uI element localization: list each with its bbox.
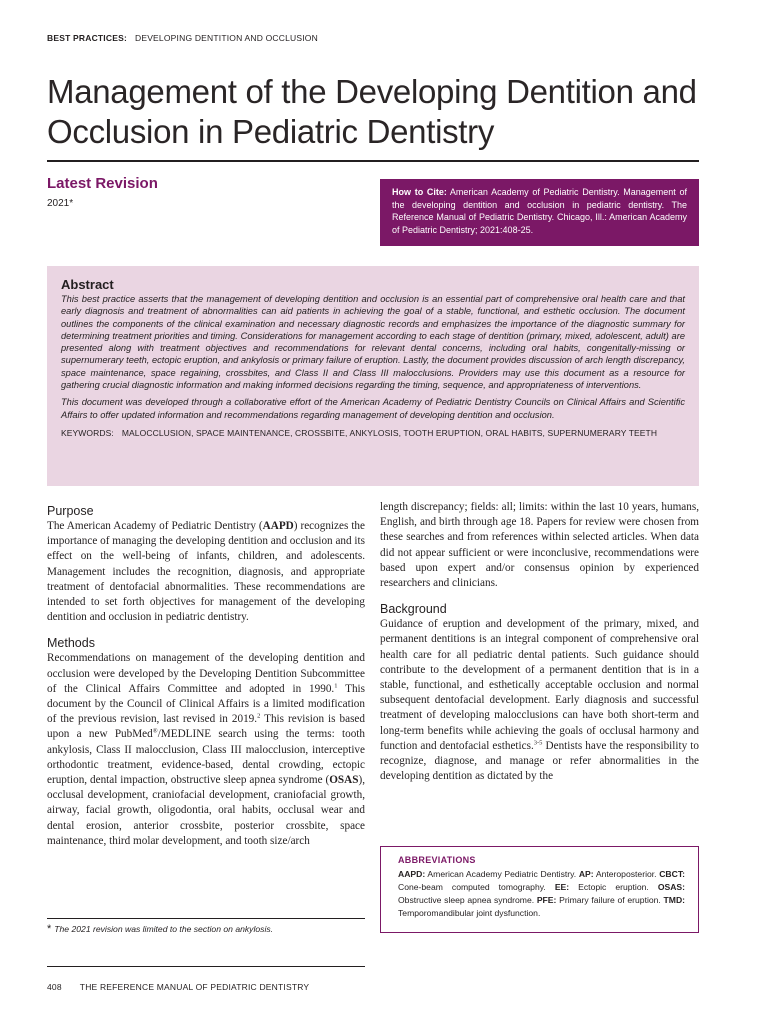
revision-heading: Latest Revision	[47, 175, 158, 192]
title-divider	[47, 160, 699, 162]
running-head	[47, 33, 318, 43]
abstract-heading: Abstract	[61, 277, 114, 292]
keywords-list: MALOCCLUSION, SPACE MAINTENANCE, CROSSBITE, ANKYLOSIS, TOOTH ERUPTION, ORAL HABITS, SUPERNUMERARY TEETH	[121, 427, 658, 438]
abbr-term: CBCT:	[659, 869, 685, 879]
reference-marker: 3-5	[533, 739, 543, 747]
how-to-cite-box	[380, 179, 699, 246]
abbr-term: AP:	[578, 869, 594, 879]
purpose-text: The American Academy of Pediatric Dentistry (	[47, 520, 263, 532]
page-title	[47, 72, 727, 152]
abstract-box	[47, 266, 699, 486]
abbr-definition: Obstructive sleep apnea syndrome.	[398, 895, 535, 905]
methods-text-1: Recommendations on management of the developing dentition and occlusion were developed by the Developing Dentition Subcommittee of the Clinical Affairs Committee and adopted in 1990.	[47, 652, 365, 695]
abbr-definition: Cone-beam computed tomography.	[398, 882, 546, 892]
abbr-definition: Anteroposterior.	[595, 869, 657, 879]
right-column	[380, 500, 699, 784]
background-heading: Background	[380, 602, 447, 617]
footnote-divider	[47, 918, 365, 919]
reference-marker: 2	[257, 712, 261, 720]
publication-name: THE REFERENCE MANUAL OF PEDIATRIC DENTISTRY	[79, 982, 310, 992]
footnote-marker: *	[47, 923, 52, 935]
abbr-definition: Primary failure of eruption.	[559, 895, 661, 905]
cite-text: American Academy of Pediatric Dentistry. Management of the developing dentition and occlusion in pediatric dentistry. The Reference Manual of Pediatric Dentistry. Chicago, Ill.: American Academy of Pediatric Dentistry; 2021:408-25.	[392, 187, 687, 235]
abbreviations-list	[398, 868, 685, 920]
title-line-2: Occlusion in Pediatric Dentistry	[47, 113, 495, 150]
purpose-paragraph	[47, 519, 365, 625]
left-column	[47, 503, 365, 849]
abbr-term: OSAS:	[657, 882, 686, 892]
purpose-heading: Purpose	[47, 504, 94, 518]
cite-label: How to Cite:	[392, 187, 447, 197]
abbr-definition: American Academy Pediatric Dentistry.	[427, 869, 577, 879]
abbr-term: EE:	[554, 882, 570, 892]
methods-continued: length discrepancy; fields: all; limits: within the last 10 years, humans, English, and birth through age 18. Papers for review were chosen from these searches and from references within selected articles. When data did not appear sufficient or were inconclusive, recommendations were based upon expert and/or consensus opinion by experienced researchers and clinicians.	[380, 501, 699, 590]
background-paragraph	[380, 617, 699, 784]
methods-text-4: /MEDLINE search using the terms: tooth ankylosis, Class II malocclusion, Class III malocclusion, interceptive orthodontic treatment, evidence-based, dental crowding, ectopic eruption, dental impaction, obstructive sleep apnea syndrome (	[47, 728, 365, 787]
keywords-label: KEYWORDS:	[61, 427, 114, 438]
abbreviations-heading: ABBREVIATIONS	[398, 855, 476, 865]
purpose-text-2: ) recognizes the importance of managing the developing dentition and occlusion and its effect on the well-being of infants, children, and adolescents. Management includes the recognition, diagnosis, and appropriate treatment of dentofacial abnormalities. These recommendations are intended to set forth objectives for management of the developing dentition and occlusion in pediatric dentistry.	[47, 520, 365, 624]
keywords	[61, 428, 685, 439]
abbr-definition: Ectopic eruption.	[578, 882, 649, 892]
purpose-abbr: AAPD	[262, 520, 294, 532]
methods-text-3: This revision is based upon a new PubMed	[47, 713, 365, 741]
revision-year: 2021*	[47, 198, 74, 209]
footnote-text: The 2021 revision was limited to the section on ankylosis.	[54, 924, 274, 934]
abbr-term: AAPD:	[398, 869, 426, 879]
section-topic: DEVELOPING DENTITION AND OCCLUSION	[134, 33, 318, 43]
background-text-1: Guidance of eruption and development of the primary, mixed, and permanent dentitions is an integral component of comprehensive oral health care for all pediatric dental patients. Such guidance should contribute to the development of a permanent dentition that is in a stable, functional, and esthetically acceptable occlusion and normal subsequent dentofacial development. Early diagnosis and successful treatment of developing malocclusions can have both short-term and long-term benefits while achieving the goals of occlusal harmony and function and dentofacial esthetics.	[380, 618, 699, 752]
abbreviations-box	[380, 846, 699, 933]
abbr-term: PFE:	[536, 895, 557, 905]
section-label: BEST PRACTICES:	[47, 33, 127, 43]
abbr-term: TMD:	[663, 895, 686, 905]
abbr-definition: Temporomandibular joint dysfunction.	[398, 908, 541, 918]
page-footer	[47, 982, 309, 992]
methods-heading: Methods	[47, 636, 95, 651]
abstract-paragraph-2: This document was developed through a collaborative effort of the American Academy of Pediatric Dentistry Councils on Clinical Affairs and Scientific Affairs to offer updated information and recommendations regarding management of developing dentition and occlusion.	[61, 397, 685, 420]
abstract-paragraph-1: This best practice asserts that the management of developing dentition and occlusion is an essential part of comprehensive oral health care and that early diagnosis and treatment of abnormalities can aid patients in achieving the goal of a stable, functional, and esthetic occlusion. The document outlines the components of the clinical examination and necessary diagnostic records and emphasizes the importance of the diagnostic summary for determining treatment priorities and timing. Considerations for management according to each stage of dentition (primary, mixed, adolescent, adult) are presented along with treatment objectives and recommendations for relevant dental concerns, including oral habits, congenitally-missing or supernumerary teeth, ectopic eruption, and ankylosis or primary failure of eruption. Lastly, the document provides discussion of arch length discrepancy, space maintenance, space regaining, crossbites, and Class II and Class III malocclusions. Providers may use this document as a resource for gathering crucial diagnostic information and making informed decisions regarding the timing, sequence, and appropriateness of interventions.	[61, 294, 685, 391]
reference-marker: 1	[334, 682, 338, 690]
methods-paragraph	[47, 651, 365, 849]
footer-divider	[47, 966, 365, 967]
footnote	[47, 923, 273, 935]
methods-abbr: OSAS	[329, 774, 359, 787]
page-number: 408	[47, 982, 62, 992]
background-text-2: Dentists have the responsibility to recognize, diagnose, and manage or refer abnormalities in the developing dentition as dictated by the	[380, 739, 699, 783]
methods-text-2: This document by the Council of Clinical Affairs is a limited modification of the previous revision, last revised in 2019.	[47, 682, 366, 726]
title-line-1: Management of the Developing Dentition and	[47, 73, 697, 110]
methods-text-5: ), occlusal development, craniofacial development, craniofacial growth, airway, facial growth, oligodontia, oral habits, occlusal wear and dental erosion, anterior crossbite, posterior crossbite, space maintenance, third molar development, and tooth size/arch	[47, 774, 365, 847]
registered-mark: ®	[152, 727, 158, 735]
